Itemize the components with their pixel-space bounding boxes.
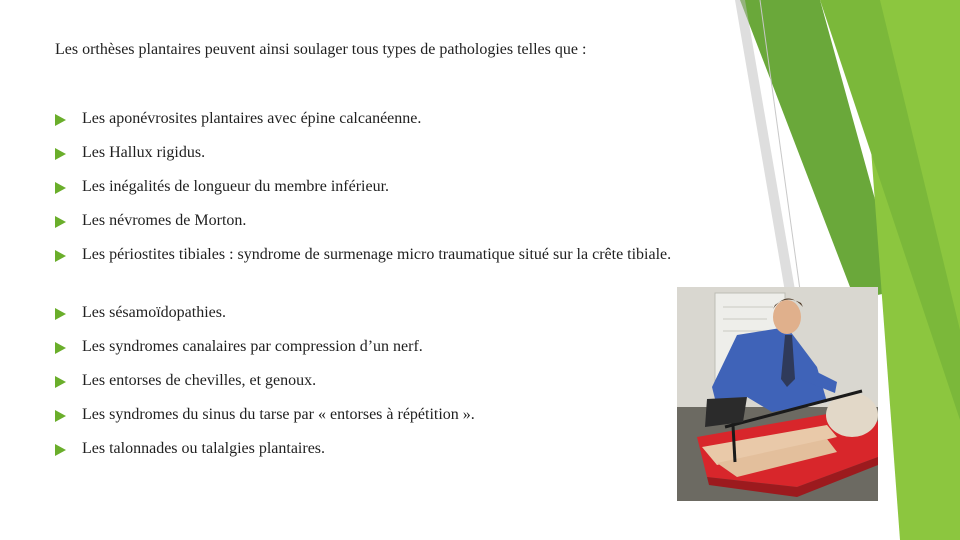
list-item-text: Les syndromes canalaires par compression d’un nerf. xyxy=(82,338,423,355)
arrow-bullet-icon xyxy=(55,182,66,194)
list-item-text: Les névromes de Morton. xyxy=(82,212,247,229)
arrow-bullet-icon xyxy=(55,444,66,456)
arrow-bullet-icon xyxy=(55,250,66,262)
clinical-photo-drawing xyxy=(677,287,878,501)
arrow-bullet-icon xyxy=(55,376,66,388)
intro-text: Les orthèses plantaires peuvent ainsi soulager tous types de pathologies telles que : xyxy=(55,41,587,58)
list-item-text: Les aponévrosites plantaires avec épine calcanéenne. xyxy=(82,110,422,127)
arrow-bullet-icon xyxy=(55,148,66,160)
list-item-text: Les Hallux rigidus. xyxy=(82,144,206,161)
list-item-text: Les syndromes du sinus du tarse par « entorses à répétition ». xyxy=(82,406,475,423)
arrow-bullet-icon xyxy=(55,308,66,320)
list-item-text: Les entorses de chevilles, et genoux. xyxy=(82,372,317,389)
clinical-photo xyxy=(677,287,878,501)
arrow-bullet-icon xyxy=(55,114,66,126)
list-item-text: Les périostites tibiales : syndrome de surmenage micro traumatique situé sur la crête tibiale. xyxy=(82,246,672,263)
list-item-text: Les inégalités de longueur du membre inférieur. xyxy=(82,178,390,195)
arrow-bullet-icon xyxy=(55,342,66,354)
arrow-bullet-icon xyxy=(55,410,66,422)
arrow-bullet-icon xyxy=(55,216,66,228)
list-item-text: Les talonnades ou talalgies plantaires. xyxy=(82,440,326,457)
list-item-text: Les sésamoïdopathies. xyxy=(82,304,226,321)
